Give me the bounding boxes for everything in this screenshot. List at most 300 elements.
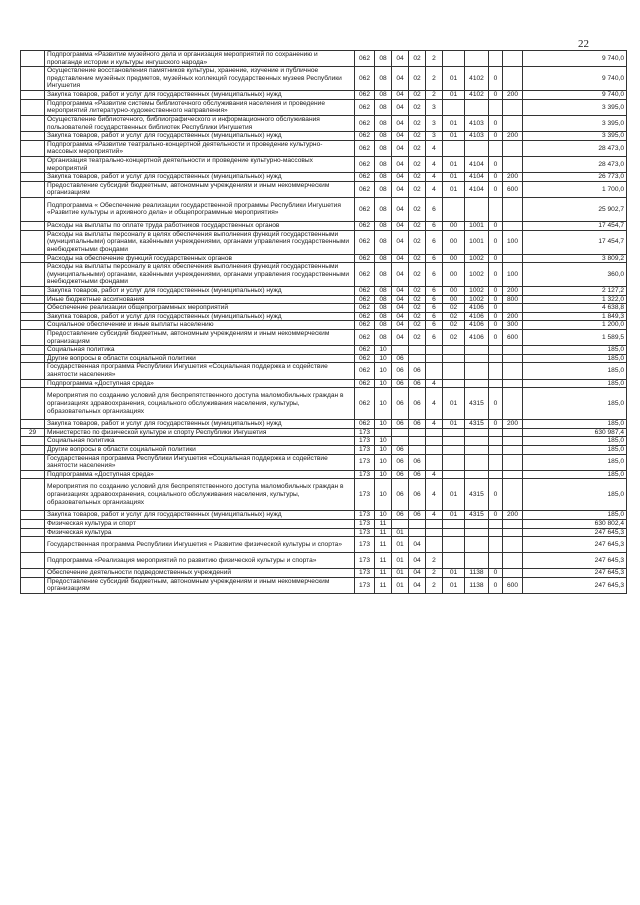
row-amount: 28 473,0 (523, 156, 627, 172)
code-program: 04 (409, 569, 426, 578)
table-row (21, 528, 627, 537)
row-number (21, 263, 45, 287)
code-expense-type: 100 (503, 263, 523, 287)
code-subsection: 04 (392, 295, 409, 304)
code-expense-type: 300 (503, 321, 523, 330)
row-name: Осуществление восстановления памятников культуры, хранение, изучение и публичное представление музейных предметов, музейных коллекций государственных музеев Республики Ингушетия (45, 67, 355, 91)
code-subsection: 06 (392, 363, 409, 379)
code-section: 10 (375, 454, 392, 470)
code-subsection: 04 (392, 221, 409, 230)
table-row (21, 363, 627, 379)
code-section: 08 (375, 67, 392, 91)
row-amount: 247 645,3 (523, 537, 627, 553)
code-expense-type: 200 (503, 287, 523, 296)
code-expense-type (503, 115, 523, 131)
code-subprogram (426, 363, 443, 379)
code-section: 10 (375, 479, 392, 511)
row-amount: 185,0 (523, 354, 627, 363)
code-main-event: 01 (443, 181, 465, 197)
code-program: 02 (409, 254, 426, 263)
row-amount: 3 395,0 (523, 99, 627, 115)
code-main-event: 00 (443, 287, 465, 296)
code-subprogram: 3 (426, 115, 443, 131)
table-row (21, 428, 627, 437)
code-subsection (392, 346, 409, 355)
row-number (21, 346, 45, 355)
code-expense-type (503, 156, 523, 172)
code-sub: 0 (489, 479, 503, 511)
code-subprogram: 6 (426, 330, 443, 346)
row-number (21, 221, 45, 230)
code-section: 08 (375, 321, 392, 330)
code-section: 08 (375, 91, 392, 100)
code-subsection: 04 (392, 51, 409, 67)
code-sub: 0 (489, 115, 503, 131)
code-section: 10 (375, 379, 392, 388)
row-amount: 247 645,3 (523, 577, 627, 593)
code-section: 10 (375, 511, 392, 520)
row-number (21, 330, 45, 346)
code-expense-type (503, 254, 523, 263)
code-subprogram: 6 (426, 321, 443, 330)
code-direction (465, 140, 489, 156)
code-subsection: 04 (392, 230, 409, 254)
code-main-event: 02 (443, 330, 465, 346)
table-row (21, 312, 627, 321)
code-grbs: 062 (355, 263, 375, 287)
code-subprogram (426, 528, 443, 537)
code-section: 08 (375, 132, 392, 141)
code-main-event (443, 140, 465, 156)
code-direction (465, 553, 489, 569)
row-number (21, 569, 45, 578)
code-sub: 0 (489, 420, 503, 429)
code-section: 10 (375, 363, 392, 379)
row-number (21, 91, 45, 100)
row-name: Мероприятия по созданию условий для беспрепятственного доступа маломобильных граждан в организациях здравоохранения, социального обслуживания населения, культуры, образовательных организациях (45, 479, 355, 511)
code-program (409, 437, 426, 446)
row-number (21, 156, 45, 172)
code-subsection: 06 (392, 354, 409, 363)
code-sub: 0 (489, 304, 503, 313)
code-sub: 0 (489, 254, 503, 263)
code-main-event: 01 (443, 569, 465, 578)
code-subprogram: 4 (426, 420, 443, 429)
code-subprogram: 2 (426, 577, 443, 593)
code-direction (465, 454, 489, 470)
code-expense-type: 600 (503, 577, 523, 593)
row-amount: 1 589,5 (523, 330, 627, 346)
code-direction: 1001 (465, 230, 489, 254)
row-name: Обеспечение деятельности подведомственных учреждений (45, 569, 355, 578)
row-amount: 9 740,0 (523, 91, 627, 100)
code-subsection: 06 (392, 420, 409, 429)
code-subsection: 06 (392, 470, 409, 479)
row-amount: 3 809,2 (523, 254, 627, 263)
code-expense-type (503, 470, 523, 479)
code-section: 08 (375, 263, 392, 287)
table-row (21, 304, 627, 313)
code-subprogram: 4 (426, 388, 443, 420)
row-number (21, 230, 45, 254)
code-sub: 0 (489, 569, 503, 578)
code-section: 08 (375, 312, 392, 321)
code-direction (465, 363, 489, 379)
code-subsection: 04 (392, 321, 409, 330)
row-number (21, 553, 45, 569)
table-row (21, 454, 627, 470)
table-row (21, 553, 627, 569)
code-program: 02 (409, 230, 426, 254)
code-main-event: 01 (443, 67, 465, 91)
code-subprogram (426, 354, 443, 363)
code-section: 08 (375, 140, 392, 156)
code-direction: 1002 (465, 254, 489, 263)
table-row (21, 181, 627, 197)
code-program: 06 (409, 454, 426, 470)
row-number: 29 (21, 428, 45, 437)
code-section: 11 (375, 553, 392, 569)
code-sub (489, 346, 503, 355)
code-expense-type (503, 346, 523, 355)
row-number (21, 99, 45, 115)
code-grbs: 173 (355, 470, 375, 479)
code-grbs: 062 (355, 132, 375, 141)
code-expense-type (503, 437, 523, 446)
code-program: 02 (409, 287, 426, 296)
code-program: 04 (409, 553, 426, 569)
code-sub (489, 437, 503, 446)
code-program (409, 428, 426, 437)
table-row (21, 479, 627, 511)
code-subprogram: 3 (426, 99, 443, 115)
code-main-event (443, 428, 465, 437)
table-row (21, 321, 627, 330)
code-subsection: 04 (392, 140, 409, 156)
code-main-event: 02 (443, 312, 465, 321)
code-sub (489, 470, 503, 479)
code-subsection: 04 (392, 330, 409, 346)
code-expense-type (503, 537, 523, 553)
code-program: 06 (409, 479, 426, 511)
code-subprogram: 6 (426, 263, 443, 287)
code-main-event (443, 454, 465, 470)
code-subsection: 04 (392, 173, 409, 182)
row-number (21, 140, 45, 156)
code-subprogram: 6 (426, 230, 443, 254)
code-sub (489, 528, 503, 537)
table-row (21, 519, 627, 528)
code-section: 08 (375, 99, 392, 115)
code-main-event: 01 (443, 132, 465, 141)
code-main-event: 00 (443, 230, 465, 254)
code-direction: 4106 (465, 330, 489, 346)
code-section: 08 (375, 330, 392, 346)
code-direction: 4104 (465, 173, 489, 182)
code-subsection: 04 (392, 254, 409, 263)
code-program: 02 (409, 132, 426, 141)
code-sub: 0 (489, 230, 503, 254)
code-program (409, 528, 426, 537)
code-subprogram: 4 (426, 470, 443, 479)
row-amount: 360,0 (523, 263, 627, 287)
code-main-event (443, 470, 465, 479)
code-sub: 0 (489, 330, 503, 346)
row-name: Государственная программа Республики Ингушетия « Развитие физической культуры и спорта» (45, 537, 355, 553)
code-sub: 0 (489, 91, 503, 100)
code-expense-type (503, 221, 523, 230)
code-main-event (443, 354, 465, 363)
code-direction: 1138 (465, 569, 489, 578)
code-subsection (392, 428, 409, 437)
code-sub: 0 (489, 181, 503, 197)
code-grbs: 062 (355, 115, 375, 131)
code-direction: 1002 (465, 263, 489, 287)
code-main-event: 01 (443, 577, 465, 593)
code-main-event: 01 (443, 479, 465, 511)
code-main-event (443, 446, 465, 455)
code-sub (489, 454, 503, 470)
code-program: 06 (409, 511, 426, 520)
code-program: 02 (409, 221, 426, 230)
code-subprogram: 4 (426, 511, 443, 520)
row-name: Подпрограмма «Доступная среда» (45, 379, 355, 388)
code-grbs: 062 (355, 221, 375, 230)
code-expense-type (503, 519, 523, 528)
code-direction: 4102 (465, 91, 489, 100)
code-main-event: 00 (443, 295, 465, 304)
code-direction: 1002 (465, 287, 489, 296)
code-grbs: 062 (355, 99, 375, 115)
code-grbs: 062 (355, 230, 375, 254)
row-name: Закупка товаров, работ и услуг для государственных (муниципальных) нужд (45, 511, 355, 520)
row-name: Закупка товаров, работ и услуг для государственных (муниципальных) нужд (45, 287, 355, 296)
code-direction (465, 197, 489, 221)
row-name: Закупка товаров, работ и услуг для государственных (муниципальных) нужд (45, 312, 355, 321)
row-name: Закупка товаров, работ и услуг для государственных (муниципальных) нужд (45, 132, 355, 141)
row-name: Предоставление субсидий бюджетным, автономным учреждениям и иным некоммерческим организациям (45, 330, 355, 346)
code-section (375, 428, 392, 437)
row-amount: 3 395,0 (523, 115, 627, 131)
code-grbs: 062 (355, 420, 375, 429)
code-subprogram: 2 (426, 51, 443, 67)
code-subsection: 04 (392, 263, 409, 287)
code-program (409, 519, 426, 528)
code-subprogram: 4 (426, 379, 443, 388)
code-subsection: 04 (392, 287, 409, 296)
row-number (21, 312, 45, 321)
code-expense-type (503, 428, 523, 437)
code-grbs: 173 (355, 446, 375, 455)
code-main-event (443, 553, 465, 569)
row-amount: 185,0 (523, 470, 627, 479)
code-program: 04 (409, 537, 426, 553)
code-grbs: 173 (355, 577, 375, 593)
code-subsection: 06 (392, 388, 409, 420)
row-number (21, 577, 45, 593)
code-main-event (443, 537, 465, 553)
code-direction (465, 537, 489, 553)
table-row (21, 577, 627, 593)
code-main-event: 02 (443, 321, 465, 330)
code-subprogram: 6 (426, 287, 443, 296)
table-row (21, 197, 627, 221)
code-program: 02 (409, 91, 426, 100)
code-main-event (443, 51, 465, 67)
code-program: 02 (409, 156, 426, 172)
row-name: Подпрограмма «Реализация мероприятий по развитию физической культуры и спорта» (45, 553, 355, 569)
code-main-event: 00 (443, 254, 465, 263)
code-grbs: 062 (355, 312, 375, 321)
code-program: 04 (409, 577, 426, 593)
row-amount: 25 902,7 (523, 197, 627, 221)
code-direction: 4103 (465, 132, 489, 141)
code-main-event (443, 99, 465, 115)
code-expense-type (503, 99, 523, 115)
code-program: 02 (409, 115, 426, 131)
code-subprogram: 3 (426, 132, 443, 141)
row-amount: 1 200,0 (523, 321, 627, 330)
code-expense-type: 100 (503, 230, 523, 254)
code-section: 11 (375, 519, 392, 528)
row-name: Расходы на обеспечение функций государственных органов (45, 254, 355, 263)
code-program: 06 (409, 420, 426, 429)
code-section: 10 (375, 437, 392, 446)
code-grbs: 062 (355, 304, 375, 313)
code-program (409, 346, 426, 355)
code-expense-type (503, 304, 523, 313)
code-subprogram: 6 (426, 254, 443, 263)
row-name: Иные бюджетные ассигнования (45, 295, 355, 304)
row-number (21, 537, 45, 553)
code-main-event (443, 379, 465, 388)
code-grbs: 062 (355, 156, 375, 172)
code-sub: 0 (489, 67, 503, 91)
table-row (21, 51, 627, 67)
code-grbs: 062 (355, 379, 375, 388)
code-grbs: 062 (355, 91, 375, 100)
row-number (21, 420, 45, 429)
code-grbs: 062 (355, 295, 375, 304)
code-main-event (443, 197, 465, 221)
code-subprogram: 4 (426, 140, 443, 156)
code-program (409, 446, 426, 455)
code-section: 11 (375, 537, 392, 553)
code-section: 10 (375, 354, 392, 363)
code-expense-type (503, 446, 523, 455)
code-grbs: 173 (355, 519, 375, 528)
code-section: 08 (375, 287, 392, 296)
code-program: 02 (409, 197, 426, 221)
code-sub (489, 363, 503, 379)
code-section: 08 (375, 156, 392, 172)
code-sub (489, 519, 503, 528)
code-sub: 0 (489, 577, 503, 593)
code-subsection: 04 (392, 132, 409, 141)
table-row (21, 420, 627, 429)
row-amount: 185,0 (523, 379, 627, 388)
code-subsection: 04 (392, 197, 409, 221)
code-expense-type: 200 (503, 420, 523, 429)
row-amount: 247 645,3 (523, 528, 627, 537)
table-row (21, 511, 627, 520)
code-section: 11 (375, 528, 392, 537)
table-row (21, 140, 627, 156)
table-row (21, 263, 627, 287)
code-direction (465, 428, 489, 437)
row-name: Физическая культура (45, 528, 355, 537)
code-grbs: 062 (355, 140, 375, 156)
code-section: 08 (375, 221, 392, 230)
code-subsection: 04 (392, 91, 409, 100)
row-amount: 17 454,7 (523, 221, 627, 230)
table-row (21, 569, 627, 578)
code-direction: 1002 (465, 295, 489, 304)
code-program: 06 (409, 470, 426, 479)
table-row (21, 156, 627, 172)
row-amount: 247 645,3 (523, 553, 627, 569)
code-sub (489, 379, 503, 388)
row-number (21, 363, 45, 379)
code-sub (489, 197, 503, 221)
row-number (21, 197, 45, 221)
code-expense-type (503, 388, 523, 420)
row-amount: 630 802,4 (523, 519, 627, 528)
row-name: Закупка товаров, работ и услуг для государственных (муниципальных) нужд (45, 420, 355, 429)
row-name: Министерство по физической культуре и спорту Республики Ингушетия (45, 428, 355, 437)
table-row (21, 437, 627, 446)
code-direction: 4102 (465, 67, 489, 91)
table-row (21, 388, 627, 420)
code-subsection: 06 (392, 479, 409, 511)
row-name: Расходы на выплаты персоналу в целях обеспечения выполнения функций государственными (муниципальными) органами, казёнными учреждениями, органами управления государственными внебюджетными фондами (45, 230, 355, 254)
code-subprogram (426, 428, 443, 437)
row-amount: 9 740,0 (523, 67, 627, 91)
code-subsection: 06 (392, 511, 409, 520)
code-expense-type (503, 553, 523, 569)
row-number (21, 388, 45, 420)
code-direction: 4103 (465, 115, 489, 131)
code-program: 02 (409, 304, 426, 313)
code-direction (465, 470, 489, 479)
row-name: Подпрограмма « Обеспечение реализации государственной программы Республики Ингушетия «Развитие культуры и архивного дела» и общепрограммные мероприятия» (45, 197, 355, 221)
code-grbs: 062 (355, 346, 375, 355)
code-subprogram (426, 519, 443, 528)
code-direction (465, 51, 489, 67)
code-program: 02 (409, 263, 426, 287)
code-grbs: 062 (355, 330, 375, 346)
code-direction: 4315 (465, 420, 489, 429)
code-grbs: 062 (355, 254, 375, 263)
code-direction: 4106 (465, 321, 489, 330)
code-section: 11 (375, 569, 392, 578)
code-subsection (392, 519, 409, 528)
row-amount: 247 645,3 (523, 569, 627, 578)
code-program: 02 (409, 67, 426, 91)
code-main-event (443, 528, 465, 537)
code-expense-type: 600 (503, 181, 523, 197)
code-sub (489, 140, 503, 156)
code-direction (465, 519, 489, 528)
code-sub (489, 51, 503, 67)
code-expense-type (503, 363, 523, 379)
code-main-event: 00 (443, 221, 465, 230)
row-number (21, 479, 45, 511)
code-subprogram (426, 437, 443, 446)
code-sub: 0 (489, 321, 503, 330)
code-sub: 0 (489, 132, 503, 141)
code-grbs: 062 (355, 388, 375, 420)
